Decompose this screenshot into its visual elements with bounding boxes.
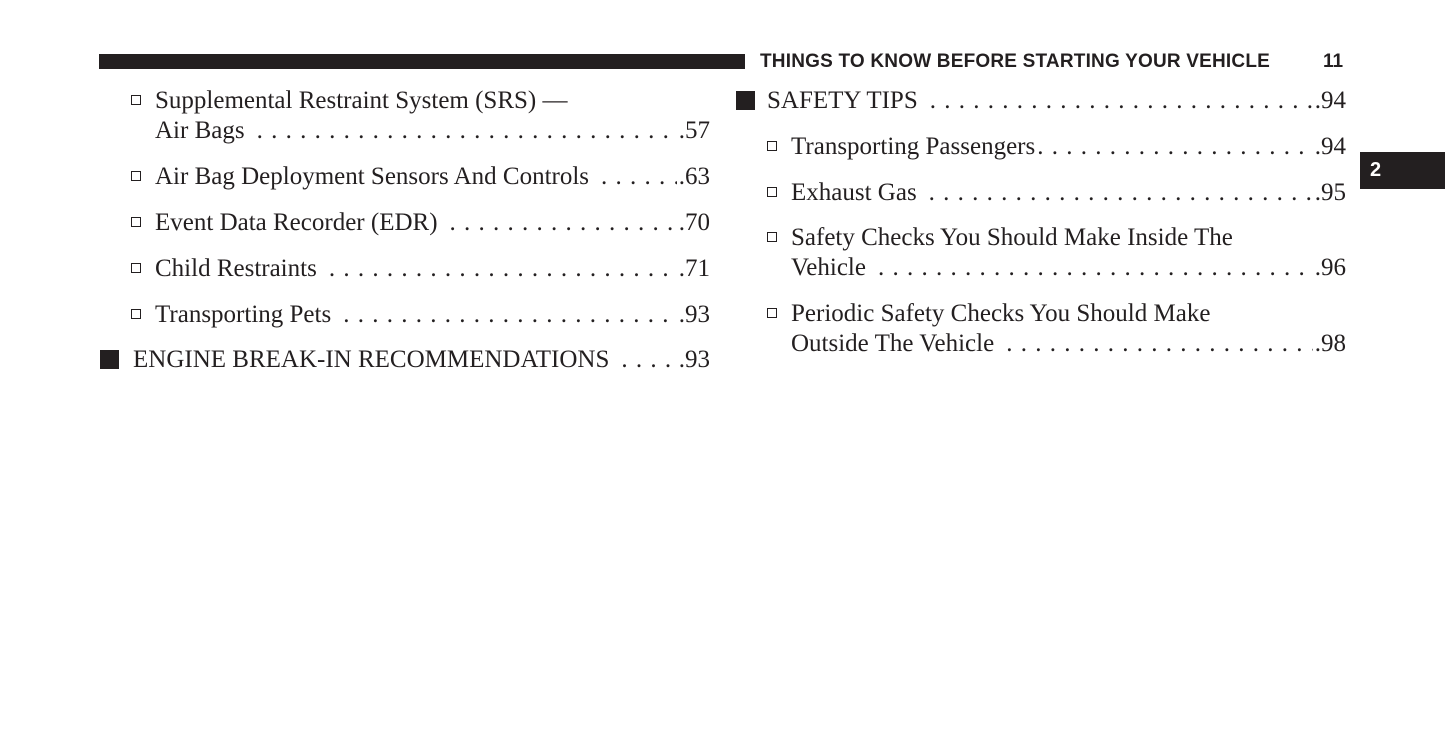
dot-leader — [621, 345, 676, 375]
toc-entry-title-cont: Outside The Vehicle — [791, 330, 995, 357]
toc-page-ref: .96 — [1314, 254, 1346, 281]
open-square-bullet-icon — [131, 95, 141, 105]
header-rule — [99, 54, 745, 69]
toc-entry-title: Supplemental Restraint System (SRS) — — [155, 87, 568, 114]
filled-square-bullet-icon — [100, 350, 119, 369]
dot-leader — [329, 254, 677, 284]
dot-leader — [930, 86, 1313, 116]
toc-entry-edr[interactable] — [155, 208, 710, 238]
toc-page-ref: .95 — [1314, 179, 1346, 206]
toc-entry-title: Child Restraints — [155, 255, 317, 282]
open-square-bullet-icon — [131, 263, 141, 273]
toc-section-title: SAFETY TIPS — [767, 87, 918, 114]
dot-leader — [450, 208, 677, 238]
toc-page-ref: .93 — [678, 346, 710, 373]
toc-entry-srs-air-bags[interactable] — [155, 86, 710, 146]
dot-leader — [1037, 132, 1313, 162]
dot-leader — [929, 178, 1313, 208]
page-number: 11 — [1323, 51, 1344, 72]
toc-section-safety-tips[interactable] — [767, 86, 1346, 116]
toc-page-ref: .57 — [678, 117, 710, 144]
open-square-bullet-icon — [131, 217, 141, 227]
dot-leader — [601, 162, 677, 192]
toc-page-ref: .71 — [678, 255, 710, 282]
toc-entry-inside-checks[interactable] — [791, 223, 1346, 283]
dot-leader — [343, 300, 677, 330]
toc-page-ref: .63 — [678, 163, 710, 190]
toc-entry-title-cont: Air Bags — [155, 117, 245, 144]
toc-page-ref: .98 — [1314, 330, 1346, 357]
filled-square-bullet-icon — [736, 91, 755, 110]
toc-entry-transporting-pets[interactable] — [155, 300, 710, 330]
running-header-title: THINGS TO KNOW BEFORE STARTING YOUR VEHICLE — [760, 51, 1271, 72]
toc-entry-title: Transporting Passengers — [791, 133, 1036, 160]
toc-entry-exhaust-gas[interactable] — [791, 178, 1346, 208]
chapter-tab[interactable]: 2 — [1360, 152, 1445, 189]
toc-entry-title: Air Bag Deployment Sensors And Controls — [155, 163, 590, 190]
toc-page-ref: .93 — [678, 301, 710, 328]
open-square-bullet-icon — [131, 171, 141, 181]
open-square-bullet-icon — [131, 309, 141, 319]
toc-entry-air-bag-sensors[interactable] — [155, 162, 710, 192]
toc-entry-title-cont: Vehicle — [791, 254, 866, 281]
toc-entry-title: Event Data Recorder (EDR) — [155, 209, 438, 236]
toc-page-ref: .70 — [678, 209, 710, 236]
toc-entry-title: Transporting Pets — [155, 301, 332, 328]
toc-section-title: ENGINE BREAK-IN RECOMMENDATIONS — [133, 346, 610, 373]
dot-leader — [1006, 329, 1313, 359]
toc-entry-child-restraints[interactable] — [155, 254, 710, 284]
toc-entry-title: Exhaust Gas — [791, 179, 917, 206]
toc-page-ref: .94 — [1314, 87, 1346, 114]
toc-entry-title: Periodic Safety Checks You Should Make — [791, 300, 1211, 327]
dot-leader — [878, 253, 1313, 283]
toc-section-engine-break-in[interactable] — [133, 345, 710, 375]
toc-page-ref: .94 — [1314, 133, 1346, 160]
toc-entry-outside-checks[interactable] — [791, 299, 1346, 359]
open-square-bullet-icon — [767, 308, 777, 318]
toc-entry-transporting-passengers[interactable] — [791, 132, 1346, 162]
open-square-bullet-icon — [767, 187, 777, 197]
toc-entry-title: Safety Checks You Should Make Inside The — [791, 224, 1233, 251]
dot-leader — [257, 116, 677, 146]
open-square-bullet-icon — [767, 141, 777, 151]
open-square-bullet-icon — [767, 232, 777, 242]
